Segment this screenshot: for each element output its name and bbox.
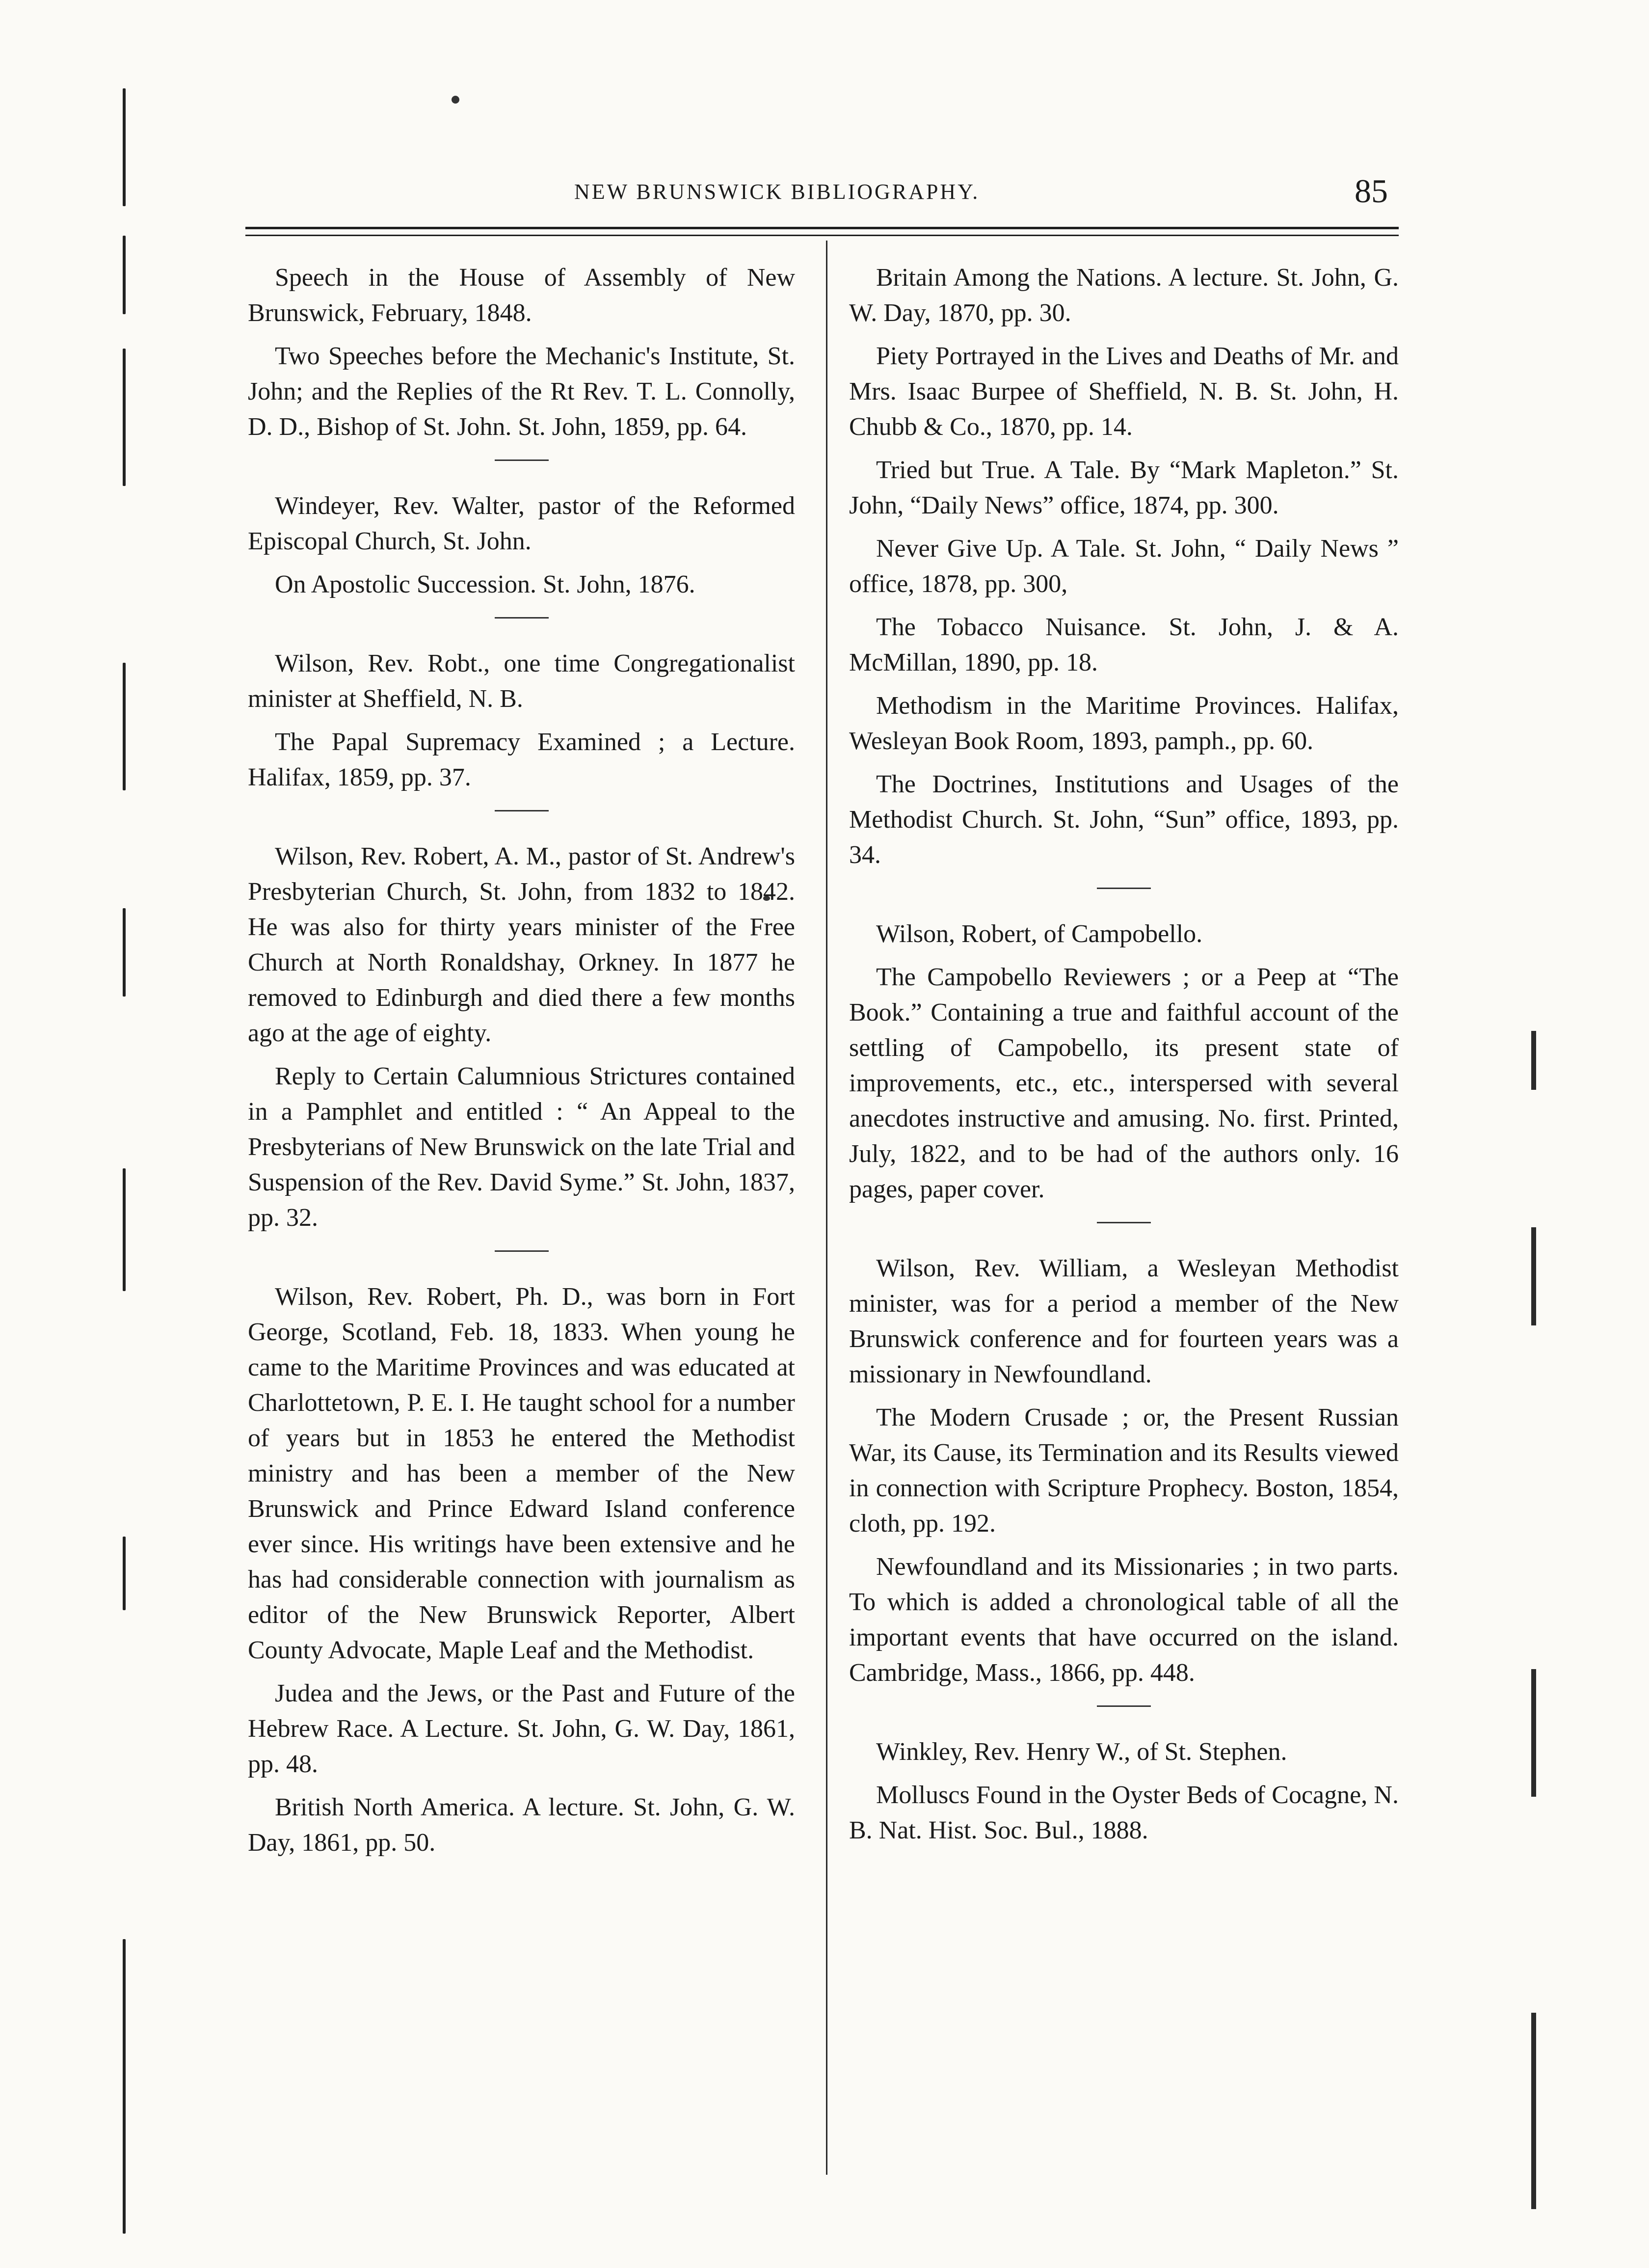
paragraph: The Campobello Reviewers ; or a Peep at “The Book.” Containing a true and faithful account of the settling of Campobello, its present state of improvements, etc., etc., interspersed with several anecdotes instructive and amusing. No. first. Printed, July, 1822, and to be had of the authors only. 16 pages, paper cover. xyxy=(849,963,1399,1203)
entry-separator xyxy=(1097,888,1151,889)
scan-edge-left xyxy=(123,74,128,2234)
entry-heading: Wilson, Rev. Robert, Ph. D., was born in Fort George, Scotland, Feb. 18, 1833. When young he came to the Maritime Provinces and was educated at Charlottetown, P. E. I. He taught school for a number of years but in 1853 he entered the Methodist ministry and has been a member of the New Brunswick and Prince Edward Island conference ever since. His writings have been extensive and he has had considerable connection with journalism as editor of the New Brunswick Reporter, Albert County Advocate, Maple Leaf and the Methodist. xyxy=(248,1283,795,1664)
right-column xyxy=(849,260,1399,1856)
entry-separator xyxy=(495,617,549,619)
ink-speck xyxy=(452,96,459,104)
entry-heading: Wilson, Rev. William, a Wesleyan Methodist minister, was for a period a member of the New Brunswick conference and for fourteen years was a missionary in Newfoundland. xyxy=(849,1254,1399,1388)
entry-heading: Wilson, Rev. Robert, A. M., pastor of St. Andrew's Presbyterian Church, St. John, from 1832 to 1842. He was also for thirty years minister of the Free Church at North Ronaldshay, Orkney. In 1877 he removed to Edinburgh and died there a few months ago at the age of eighty. xyxy=(248,842,795,1047)
paragraph: Molluscs Found in the Oyster Beds of Cocagne, N. B. Nat. Hist. Soc. Bul., 1888. xyxy=(849,1781,1399,1844)
header-rule-thick xyxy=(245,227,1399,229)
entry-separator xyxy=(495,810,549,811)
paragraph: British North America. A lecture. St. John, G. W. Day, 1861, pp. 50. xyxy=(248,1793,795,1857)
paragraph: Two Speeches before the Mechanic's Institute, St. John; and the Replies of the Rt Rev. T. L. Connolly, D. D., Bishop of St. John. St. John, 1859, pp. 64. xyxy=(248,342,795,441)
paragraph: The Tobacco Nuisance. St. John, J. & A. McMillan, 1890, pp. 18. xyxy=(849,613,1399,676)
paragraph: Newfoundland and its Missionaries ; in two parts. To which is added a chronological table of all the important events that have occurred on the island. Cambridge, Mass., 1866, pp. 448. xyxy=(849,1553,1399,1687)
paragraph: Reply to Certain Calumnious Strictures contained in a Pamphlet and entitled : “ An Appeal to the Presbyterians of New Brunswick on the late Trial and Suspension of the Rev. David Syme.” St. John, 1837, pp. 32. xyxy=(248,1062,795,1232)
paragraph: Judea and the Jews, or the Past and Future of the Hebrew Race. A Lecture. St. John, G. W. Day, 1861, pp. 48. xyxy=(248,1679,795,1778)
entry-heading: Windeyer, Rev. Walter, pastor of the Reformed Episcopal Church, St. John. xyxy=(248,492,795,555)
paragraph: The Doctrines, Institutions and Usages of the Methodist Church. St. John, “Sun” office, 1893, pp. 34. xyxy=(849,770,1399,869)
scan-edge-right xyxy=(1531,589,1538,2209)
column-divider xyxy=(826,241,827,2175)
entry-heading: Wilson, Rev. Robt., one time Congregationalist minister at Sheffield, N. B. xyxy=(248,649,795,713)
entry-heading: Wilson, Robert, of Campobello. xyxy=(876,920,1203,948)
entry-separator xyxy=(495,459,549,461)
paragraph: The Papal Supremacy Examined ; a Lecture. Halifax, 1859, pp. 37. xyxy=(248,728,795,791)
entry-separator xyxy=(1097,1222,1151,1223)
entry-separator xyxy=(495,1250,549,1252)
paragraph: Piety Portrayed in the Lives and Deaths of Mr. and Mrs. Isaac Burpee of Sheffield, N. B. St. John, H. Chubb & Co., 1870, pp. 14. xyxy=(849,342,1399,441)
paragraph: Speech in the House of Assembly of New Brunswick, February, 1848. xyxy=(248,264,795,327)
paragraph: Methodism in the Maritime Provinces. Halifax, Wesleyan Book Room, 1893, pamph., pp. 60. xyxy=(849,692,1399,755)
paragraph: Britain Among the Nations. A lecture. St. John, G. W. Day, 1870, pp. 30. xyxy=(849,264,1399,327)
entry-heading: Winkley, Rev. Henry W., of St. Stephen. xyxy=(876,1738,1287,1766)
page-number: 85 xyxy=(1355,172,1388,210)
running-head: NEW BRUNSWICK BIBLIOGRAPHY. xyxy=(574,180,980,204)
entry-separator xyxy=(1097,1705,1151,1707)
paragraph: Tried but True. A Tale. By “Mark Mapleton.” St. John, “Daily News” office, 1874, pp. 300. xyxy=(849,456,1399,519)
left-column xyxy=(248,260,795,1868)
header-rule-thin xyxy=(245,235,1399,236)
paragraph: On Apostolic Succession. St. John, 1876. xyxy=(275,570,695,598)
paragraph: The Modern Crusade ; or, the Present Russian War, its Cause, its Termination and its Results viewed in connection with Scripture Prophecy. Boston, 1854, cloth, pp. 192. xyxy=(849,1404,1399,1538)
paragraph: Never Give Up. A Tale. St. John, “ Daily News ” office, 1878, pp. 300, xyxy=(849,535,1399,598)
